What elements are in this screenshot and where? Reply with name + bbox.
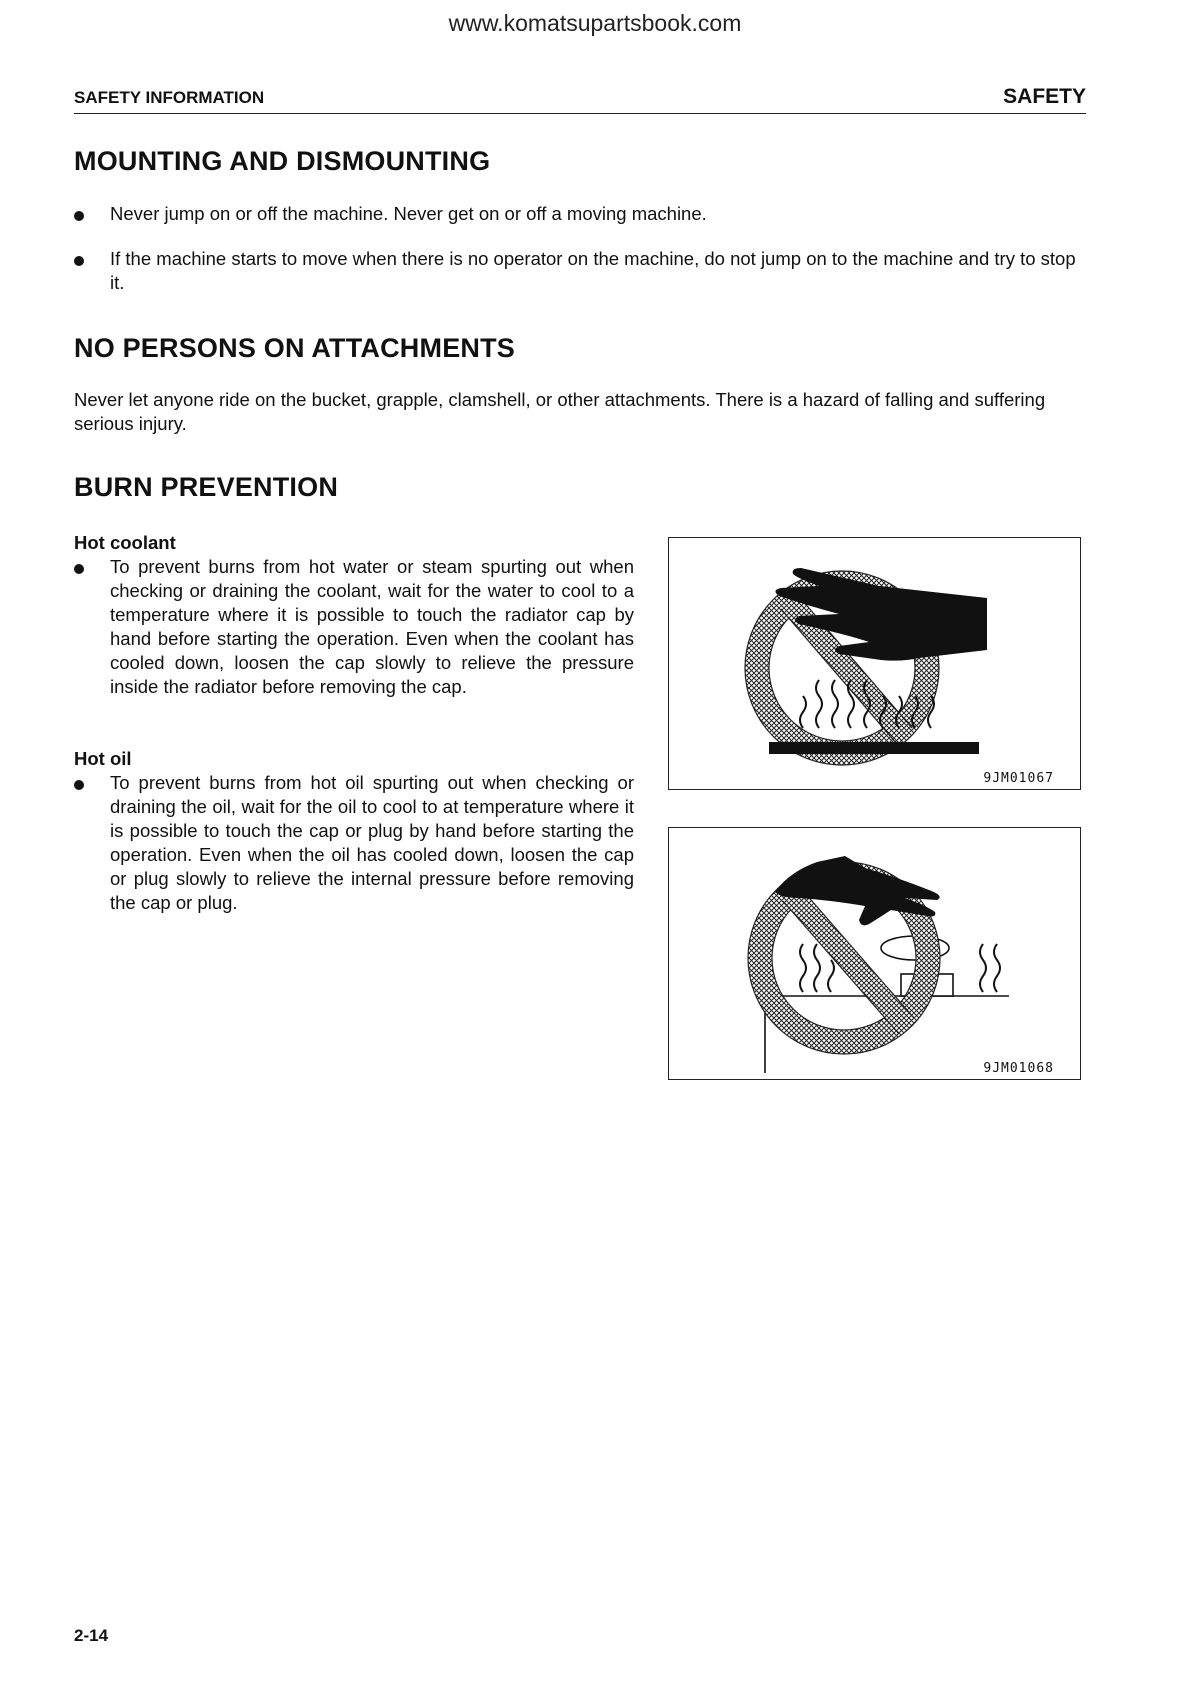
page-number: 2-14 — [74, 1626, 109, 1645]
figure-code: 9JM01068 — [983, 1061, 1054, 1076]
list-item-text: Never jump on or off the machine. Never get on or off a moving machine. — [110, 203, 707, 224]
running-header-chapter: SAFETY — [1003, 85, 1086, 108]
no-touch-hot-cap-icon — [669, 828, 1080, 1079]
watermark[interactable]: www.komatsupartsbook.com — [448, 10, 742, 36]
hot-coolant-text: To prevent burns from hot water or steam spurting out when checking or draining the coolant, wait for the water to cool to a temperature where it is possible to touch the radiator cap by hand before starting the operation. Even when the coolant has cooled down, loosen the cap slowly to relieve the pressure inside the radiator before removing the cap. — [110, 556, 634, 697]
figure-hot-oil — [668, 827, 1081, 1080]
subheading-hot-oil: Hot oil — [74, 748, 132, 769]
bullet-icon — [74, 780, 84, 790]
attachments-paragraph: Never let anyone ride on the bucket, grapple, clamshell, or other attachments. There is a hazard of falling and suffering serious injury. — [74, 389, 1046, 434]
section-title-burn-prevention: BURN PREVENTION — [74, 472, 339, 502]
bullet-icon — [74, 256, 84, 266]
list-item-text: If the machine starts to move when there is no operator on the machine, do not jump on to the machine and try to stop it. — [110, 248, 1076, 293]
figure-code: 9JM01067 — [983, 771, 1054, 786]
figure-hot-coolant — [668, 537, 1081, 790]
header-rule — [74, 113, 1086, 114]
running-header-section: SAFETY INFORMATION — [74, 88, 265, 107]
subheading-hot-coolant: Hot coolant — [74, 532, 176, 553]
section-title-attachments: NO PERSONS ON ATTACHMENTS — [74, 333, 516, 363]
hot-oil-text: To prevent burns from hot oil spurting out when checking or draining the oil, wait for the oil to cool to at temperature where it is possible to touch the cap or plug by hand before starting the operation. Even when the oil has cooled down, loosen the cap or plug slowly to relieve the internal pressure before removing the cap or plug. — [110, 772, 634, 913]
bullet-icon — [74, 564, 84, 574]
bullet-icon — [74, 211, 84, 221]
section-title-mounting: MOUNTING AND DISMOUNTING — [74, 146, 491, 176]
no-touch-hot-surface-icon — [669, 538, 1080, 789]
